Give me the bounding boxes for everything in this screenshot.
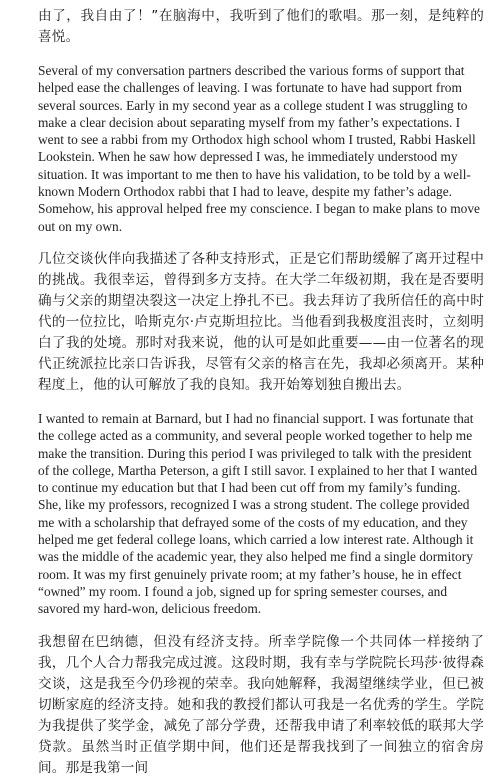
paragraph-zh-1: 由了，我自由了！”在脑海中，我听到了他们的歌唱。那一刻，是纯粹的喜悦。 (38, 8, 484, 45)
paragraph-en-1: Several of my conversation partners described the various forms of support that helped ease the challenges of leaving. I was fortunate to have had support from several sources. Early in my second year as a college student I was struggling to make a clear decision about separating myself from my father’s expectations. I went to see a rabbi from my Orthodox high school whom I trusted, Rabbi Haskell Lookstein. When he saw how depressed I was, he immediately understood my situation. It was important to me then to have his validation, to be told by a well-known Modern Orthodox rabbi that I had to leave, despite my father’s adage. Somehow, his approval helped free my conscience. I began to make plans to move out on my own. (38, 63, 481, 234)
paragraph-zh-2: 几位交谈伙伴向我描述了各种支持形式，正是它们帮助缓解了离开过程中的挑战。我很幸运，曾得到多方支持。在大学二年级初期，我在是否要明确与父亲的期望决裂这一决定上挣扎不已。我去拜访了我所信任的高中时代的一位拉比，哈斯克尔·卢克斯坦拉比。当他看到我极度沮丧时，立刻明白了我的处境。那时对我来说，他的认可是如此重要——由一位著名的现代正统派拉比亲口告诉我，尽管有父亲的格言在先，我却必须离开。某种程度上，他的认可解放了我的良知。我开始筹划独自搬出去。 (38, 250, 484, 393)
paragraph-en-2: I wanted to remain at Barnard, but I had no financial support. I was fortunate that the college acted as a community, and several people worked together to help me make the transition. During this period I was privileged to talk with the president of the college, Martha Peterson, a gift I still savor. I explained to her that I wanted to continue my education but that I had been cut off from my family’s funding. She, like my professors, recognized I was a strong student. The college provided me with a scholarship that defrayed some of the costs of my education, and they helped me get federal college loans, which carried a low interest rate. Although it was the middle of the academic year, they also helped me find a single dormitory room. It was my first genuinely private room; at my father’s house, he in effect “owned” my room. I found a job, signed up for spring semester courses, and savored my hard-won, delicious freedom. (38, 410, 478, 617)
paragraph-zh-3: 我想留在巴纳德，但没有经济支持。所幸学院像一个共同体一样接纳了我，几个人合力帮我完成过渡。这段时期，我有幸与学院院长玛莎·彼得森交谈，这是我至今仍珍视的荣幸。我向她解释，我渴望继续学业，但已被切断家庭的经济支持。她和我的教授们都认可我是一名优秀的学生。学院为我提供了奖学金，减免了部分学费，还帮我申请了利率较低的联邦大学贷款。虽然当时正值学期中间，他们还是帮我找到了一间独立的宿舍房间。那是我第一间 (38, 633, 484, 776)
